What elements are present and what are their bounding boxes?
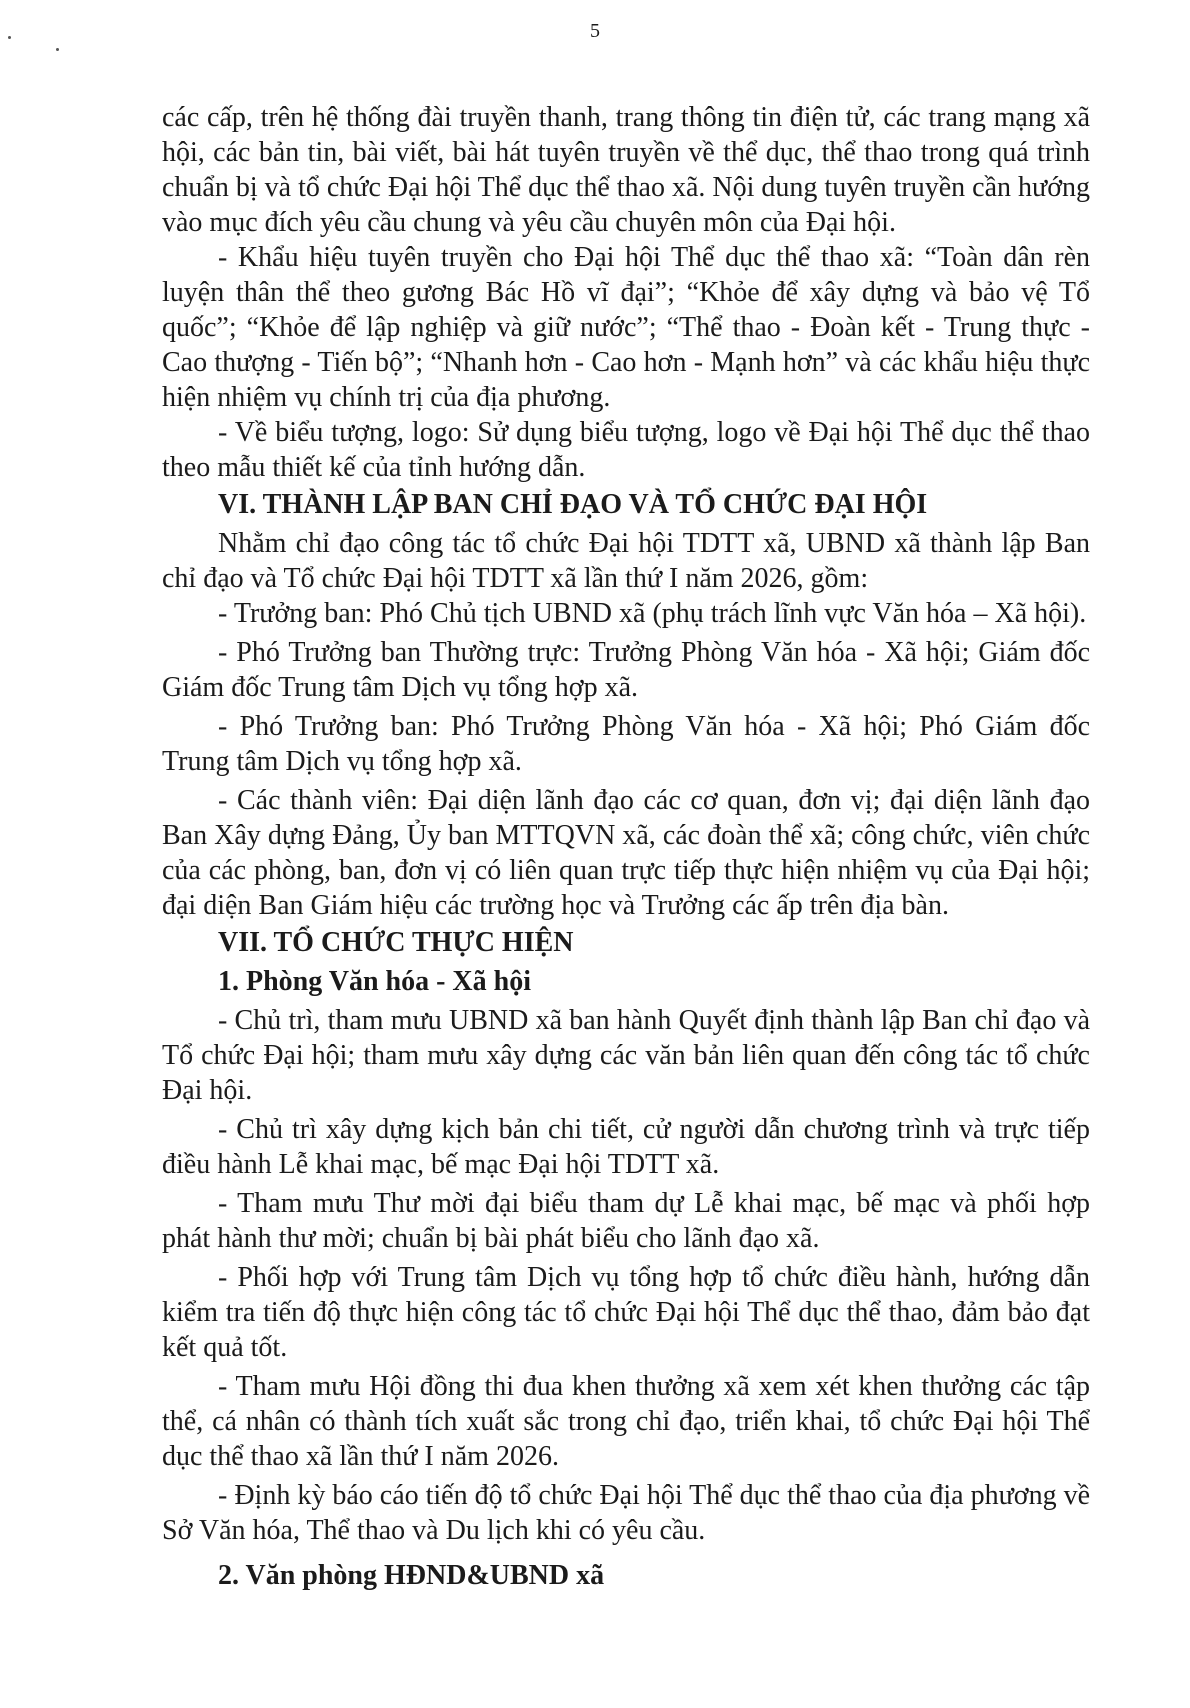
paragraph-vii-1-b: - Chủ trì xây dựng kịch bản chi tiết, cử người dẫn chương trình và trực tiếp điều hành Lễ khai mạc, bế mạc Đại hội TDTT xã. [162,1114,1090,1180]
paragraph-vii-1-e: - Tham mưu Hội đồng thi đua khen thưởng xã xem xét khen thưởng các tập thể, cá nhân có thành tích xuất sắc trong chỉ đạo, triển khai, tổ chức Đại hội Thể dục thể thao xã lần thứ I năm 2026. [162,1371,1090,1472]
document-body [162,100,1090,1597]
paragraph-continued: các cấp, trên hệ thống đài truyền thanh, trang thông tin điện tử, các trang mạng xã hội, các bản tin, bài viết, bài hát tuyên truyền về thể dục, thể thao trong quá trình chuẩn bị và tổ chức Đại hội Thể dục thể thao xã. Nội dung tuyên truyền cần hướng vào mục đích yêu cầu chung và yêu cầu chuyên môn của Đại hội. [162,102,1090,238]
scan-speck [56,48,59,51]
subsection-2-heading: 2. Văn phòng HĐND&UBND xã [218,1560,605,1591]
page-number: 5 [590,20,600,42]
paragraph-logo: - Về biểu tượng, logo: Sử dụng biểu tượng, logo về Đại hội Thể dục thể thao theo mẫu thiết kế của tỉnh hướng dẫn. [162,417,1090,483]
paragraph-vii-1-c: - Tham mưu Thư mời đại biểu tham dự Lễ khai mạc, bế mạc và phối hợp phát hành thư mời; chuẩn bị bài phát biểu cho lãnh đạo xã. [162,1188,1090,1254]
paragraph-vi-head: - Trưởng ban: Phó Chủ tịch UBND xã (phụ trách lĩnh vực Văn hóa – Xã hội). [218,598,1087,629]
paragraph-vi-deputy: - Phó Trưởng ban: Phó Trưởng Phòng Văn hóa - Xã hội; Phó Giám đốc Trung tâm Dịch vụ tổng hợp xã. [162,711,1090,777]
paragraph-vii-1-f: - Định kỳ báo cáo tiến độ tổ chức Đại hội Thể dục thể thao của địa phương về Sở Văn hóa, Thể thao và Du lịch khi có yêu cầu. [162,1480,1090,1546]
subsection-1-heading: 1. Phòng Văn hóa - Xã hội [218,966,532,997]
section-vii-heading: VII. TỔ CHỨC THỰC HIỆN [218,927,574,958]
paragraph-vii-1-d: - Phối hợp với Trung tâm Dịch vụ tổng hợp tổ chức điều hành, hướng dẫn kiểm tra tiến độ thực hiện công tác tổ chức Đại hội Thể dục thể thao, đảm bảo đạt kết quả tốt. [162,1262,1090,1363]
paragraph-vi-intro: Nhằm chỉ đạo công tác tổ chức Đại hội TDTT xã, UBND xã thành lập Ban chỉ đạo và Tổ chức Đại hội TDTT xã lần thứ I năm 2026, gồm: [162,528,1090,594]
paragraph-vi-standing-deputy: - Phó Trưởng ban Thường trực: Trưởng Phòng Văn hóa - Xã hội; Giám đốc Giám đốc Trung tâm Dịch vụ tổng hợp xã. [162,637,1090,703]
section-vi-heading: VI. THÀNH LẬP BAN CHỈ ĐẠO VÀ TỔ CHỨC ĐẠI HỘI [218,489,928,520]
paragraph-vi-members: - Các thành viên: Đại diện lãnh đạo các cơ quan, đơn vị; đại diện lãnh đạo Ban Xây dựng Đảng, Ủy ban MTTQVN xã, các đoàn thể xã; công chức, viên chức của các phòng, ban, đơn vị có liên quan trực tiếp thực hiện nhiệm vụ của Đại hội; đại diện Ban Giám hiệu các trường học và Trưởng các ấp trên địa bàn. [162,785,1090,921]
scan-speck [8,36,11,39]
paragraph-slogans: - Khẩu hiệu tuyên truyền cho Đại hội Thể dục thể thao xã: “Toàn dân rèn luyện thân thể theo gương Bác Hồ vĩ đại”; “Khỏe để xây dựng và bảo vệ Tổ quốc”; “Khỏe để lập nghiệp và giữ nước”; “Thể thao - Đoàn kết - Trung thực - Cao thượng - Tiến bộ”; “Nhanh hơn - Cao hơn - Mạnh hơn” và các khẩu hiệu thực hiện nhiệm vụ chính trị của địa phương. [162,242,1090,413]
paragraph-vii-1-a: - Chủ trì, tham mưu UBND xã ban hành Quyết định thành lập Ban chỉ đạo và Tổ chức Đại hội; tham mưu xây dựng các văn bản liên quan đến công tác tổ chức Đại hội. [162,1005,1090,1106]
